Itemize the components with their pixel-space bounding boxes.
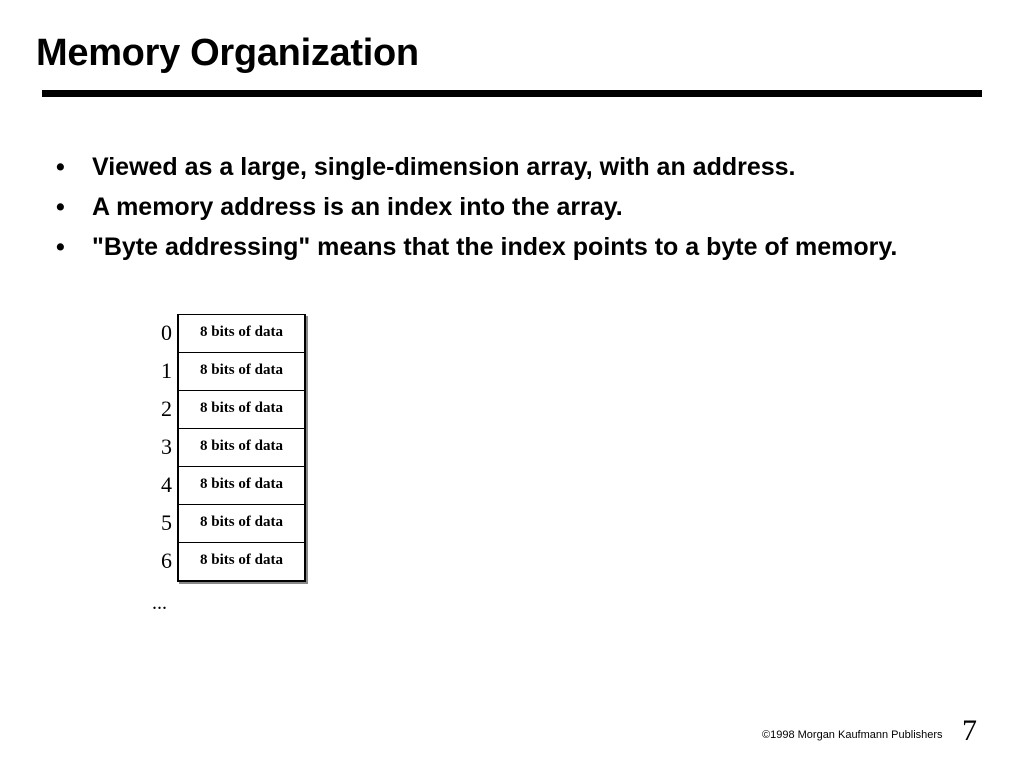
- address-label: 6: [161, 548, 172, 573]
- address-label: 0: [161, 320, 172, 345]
- memory-cell: 8 bits of data: [179, 467, 304, 505]
- memory-array-diagram: [140, 314, 340, 624]
- memory-cell: 8 bits of data: [179, 353, 304, 391]
- continuation-ellipsis: ...: [152, 592, 167, 614]
- bullet-text: "Byte addressing" means that the index points to a byte of memory.: [92, 233, 898, 261]
- bullet-item: [52, 230, 932, 264]
- title-divider: [42, 90, 982, 97]
- address-label: 1: [161, 358, 172, 383]
- memory-cells: [177, 314, 306, 582]
- bullet-icon: •: [56, 153, 65, 181]
- slide-title: Memory Organization: [36, 32, 419, 74]
- memory-cell: 8 bits of data: [179, 429, 304, 467]
- address-label: 5: [161, 510, 172, 535]
- memory-cell: 8 bits of data: [179, 505, 304, 543]
- bullet-list: [52, 150, 932, 270]
- bullet-text: Viewed as a large, single-dimension array, with an address.: [92, 153, 796, 181]
- address-label: 3: [161, 434, 172, 459]
- address-label: 4: [161, 472, 172, 497]
- bullet-item: [52, 150, 932, 184]
- bullet-icon: •: [56, 193, 65, 221]
- address-labels: [140, 314, 172, 580]
- bullet-icon: •: [56, 233, 65, 261]
- bullet-text: A memory address is an index into the array.: [92, 193, 623, 221]
- memory-cell: 8 bits of data: [179, 315, 304, 353]
- copyright-footer: ©1998 Morgan Kaufmann Publishers: [762, 729, 943, 741]
- memory-cell: 8 bits of data: [200, 552, 283, 568]
- page-number: 7: [962, 714, 977, 747]
- address-label: 2: [161, 396, 172, 421]
- bullet-item: [52, 190, 932, 224]
- memory-cell: 8 bits of data: [179, 391, 304, 429]
